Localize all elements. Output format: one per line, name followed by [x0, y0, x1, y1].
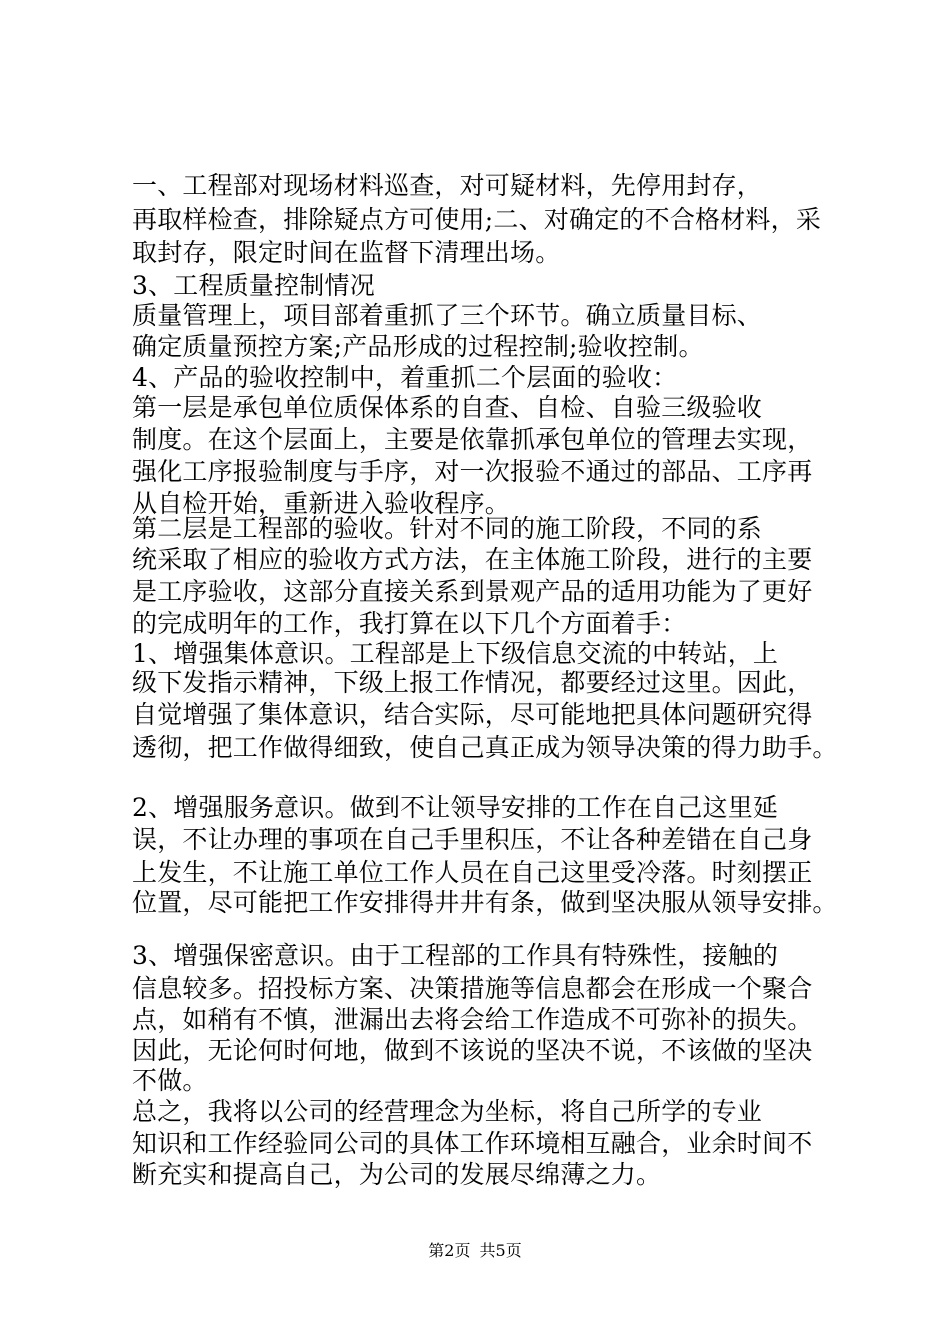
- page-footer: [0, 1241, 950, 1261]
- text-line: 上发生，不让施工单位工作人员在自己这里受冷落。时刻摆正: [132, 858, 813, 887]
- text-line: 点，如稍有不慎，泄漏出去将会给工作造成不可弥补的损失。: [132, 1005, 813, 1034]
- text-line: 4、产品的验收控制中，着重抓二个层面的验收：: [132, 363, 678, 392]
- text-line: 的完成明年的工作，我打算在以下几个方面着手：: [132, 609, 687, 638]
- text-line: 再取样检查，排除疑点方可使用;二、对确定的不合格材料，采: [132, 205, 822, 234]
- text-line: 是工序验收，这部分直接关系到景观产品的适用功能为了更好: [132, 577, 813, 606]
- text-line: 透彻，把工作做得细致，使自己真正成为领导决策的得力助手。: [132, 733, 838, 762]
- text-line: 误，不让办理的事项在自己手里积压，不让各种差错在自己身: [132, 825, 813, 854]
- text-line: 因此，无论何时何地，做到不该说的坚决不说，不该做的坚决: [132, 1036, 813, 1065]
- text-line: 制度。在这个层面上，主要是依靠抓承包单位的管理去实现，: [132, 425, 813, 454]
- text-line: 不做。: [132, 1066, 208, 1095]
- text-line: 强化工序报验制度与手序，对一次报验不通过的部品、工序再: [132, 457, 813, 486]
- text-line: 3、工程质量控制情况: [132, 271, 375, 300]
- page-number-total: 共5页: [479, 1241, 522, 1260]
- text-line: 确定质量预控方案;产品形成的过程控制;验收控制。: [132, 332, 704, 361]
- text-line: 3、增强保密意识。由于工程部的工作具有特殊性，接触的: [132, 941, 779, 970]
- text-line: 自觉增强了集体意识，结合实际，尽可能地把具体问题研究得: [132, 700, 813, 729]
- text-line: 第二层是工程部的验收。针对不同的施工阶段，不同的系: [132, 514, 763, 543]
- text-line: 取封存，限定时间在监督下清理出场。: [132, 238, 561, 267]
- text-line: 统采取了相应的验收方式方法，在主体施工阶段，进行的主要: [132, 545, 813, 574]
- text-line: 第一层是承包单位质保体系的自查、自检、自验三级验收: [132, 393, 763, 422]
- text-line: 信息较多。招投标方案、决策措施等信息都会在形成一个聚合: [132, 974, 813, 1003]
- text-line: 一、工程部对现场材料巡查，对可疑材料，先停用封存，: [132, 171, 763, 200]
- text-line: 知识和工作经验同公司的具体工作环境相互融合，业余时间不: [132, 1129, 813, 1158]
- text-line: 2、增强服务意识。做到不让领导安排的工作在自己这里延: [132, 793, 779, 822]
- text-line: 级下发指示精神，下级上报工作情况，都要经过这里。因此，: [132, 668, 813, 697]
- text-line: 1、增强集体意识。工程部是上下级信息交流的中转站，上: [132, 639, 779, 668]
- page-number-current: 第2页: [428, 1241, 471, 1260]
- text-line: 断充实和提高自己，为公司的发展尽绵薄之力。: [132, 1160, 662, 1189]
- text-line: 总之，我将以公司的经营理念为坐标，将自己所学的专业: [132, 1097, 763, 1126]
- text-line: 质量管理上，项目部着重抓了三个环节。确立质量目标、: [132, 301, 763, 330]
- text-line: 从自检开始，重新进入验收程序。: [132, 489, 511, 518]
- text-line: 位置，尽可能把工作安排得井井有条，做到坚决服从领导安排。: [132, 888, 838, 917]
